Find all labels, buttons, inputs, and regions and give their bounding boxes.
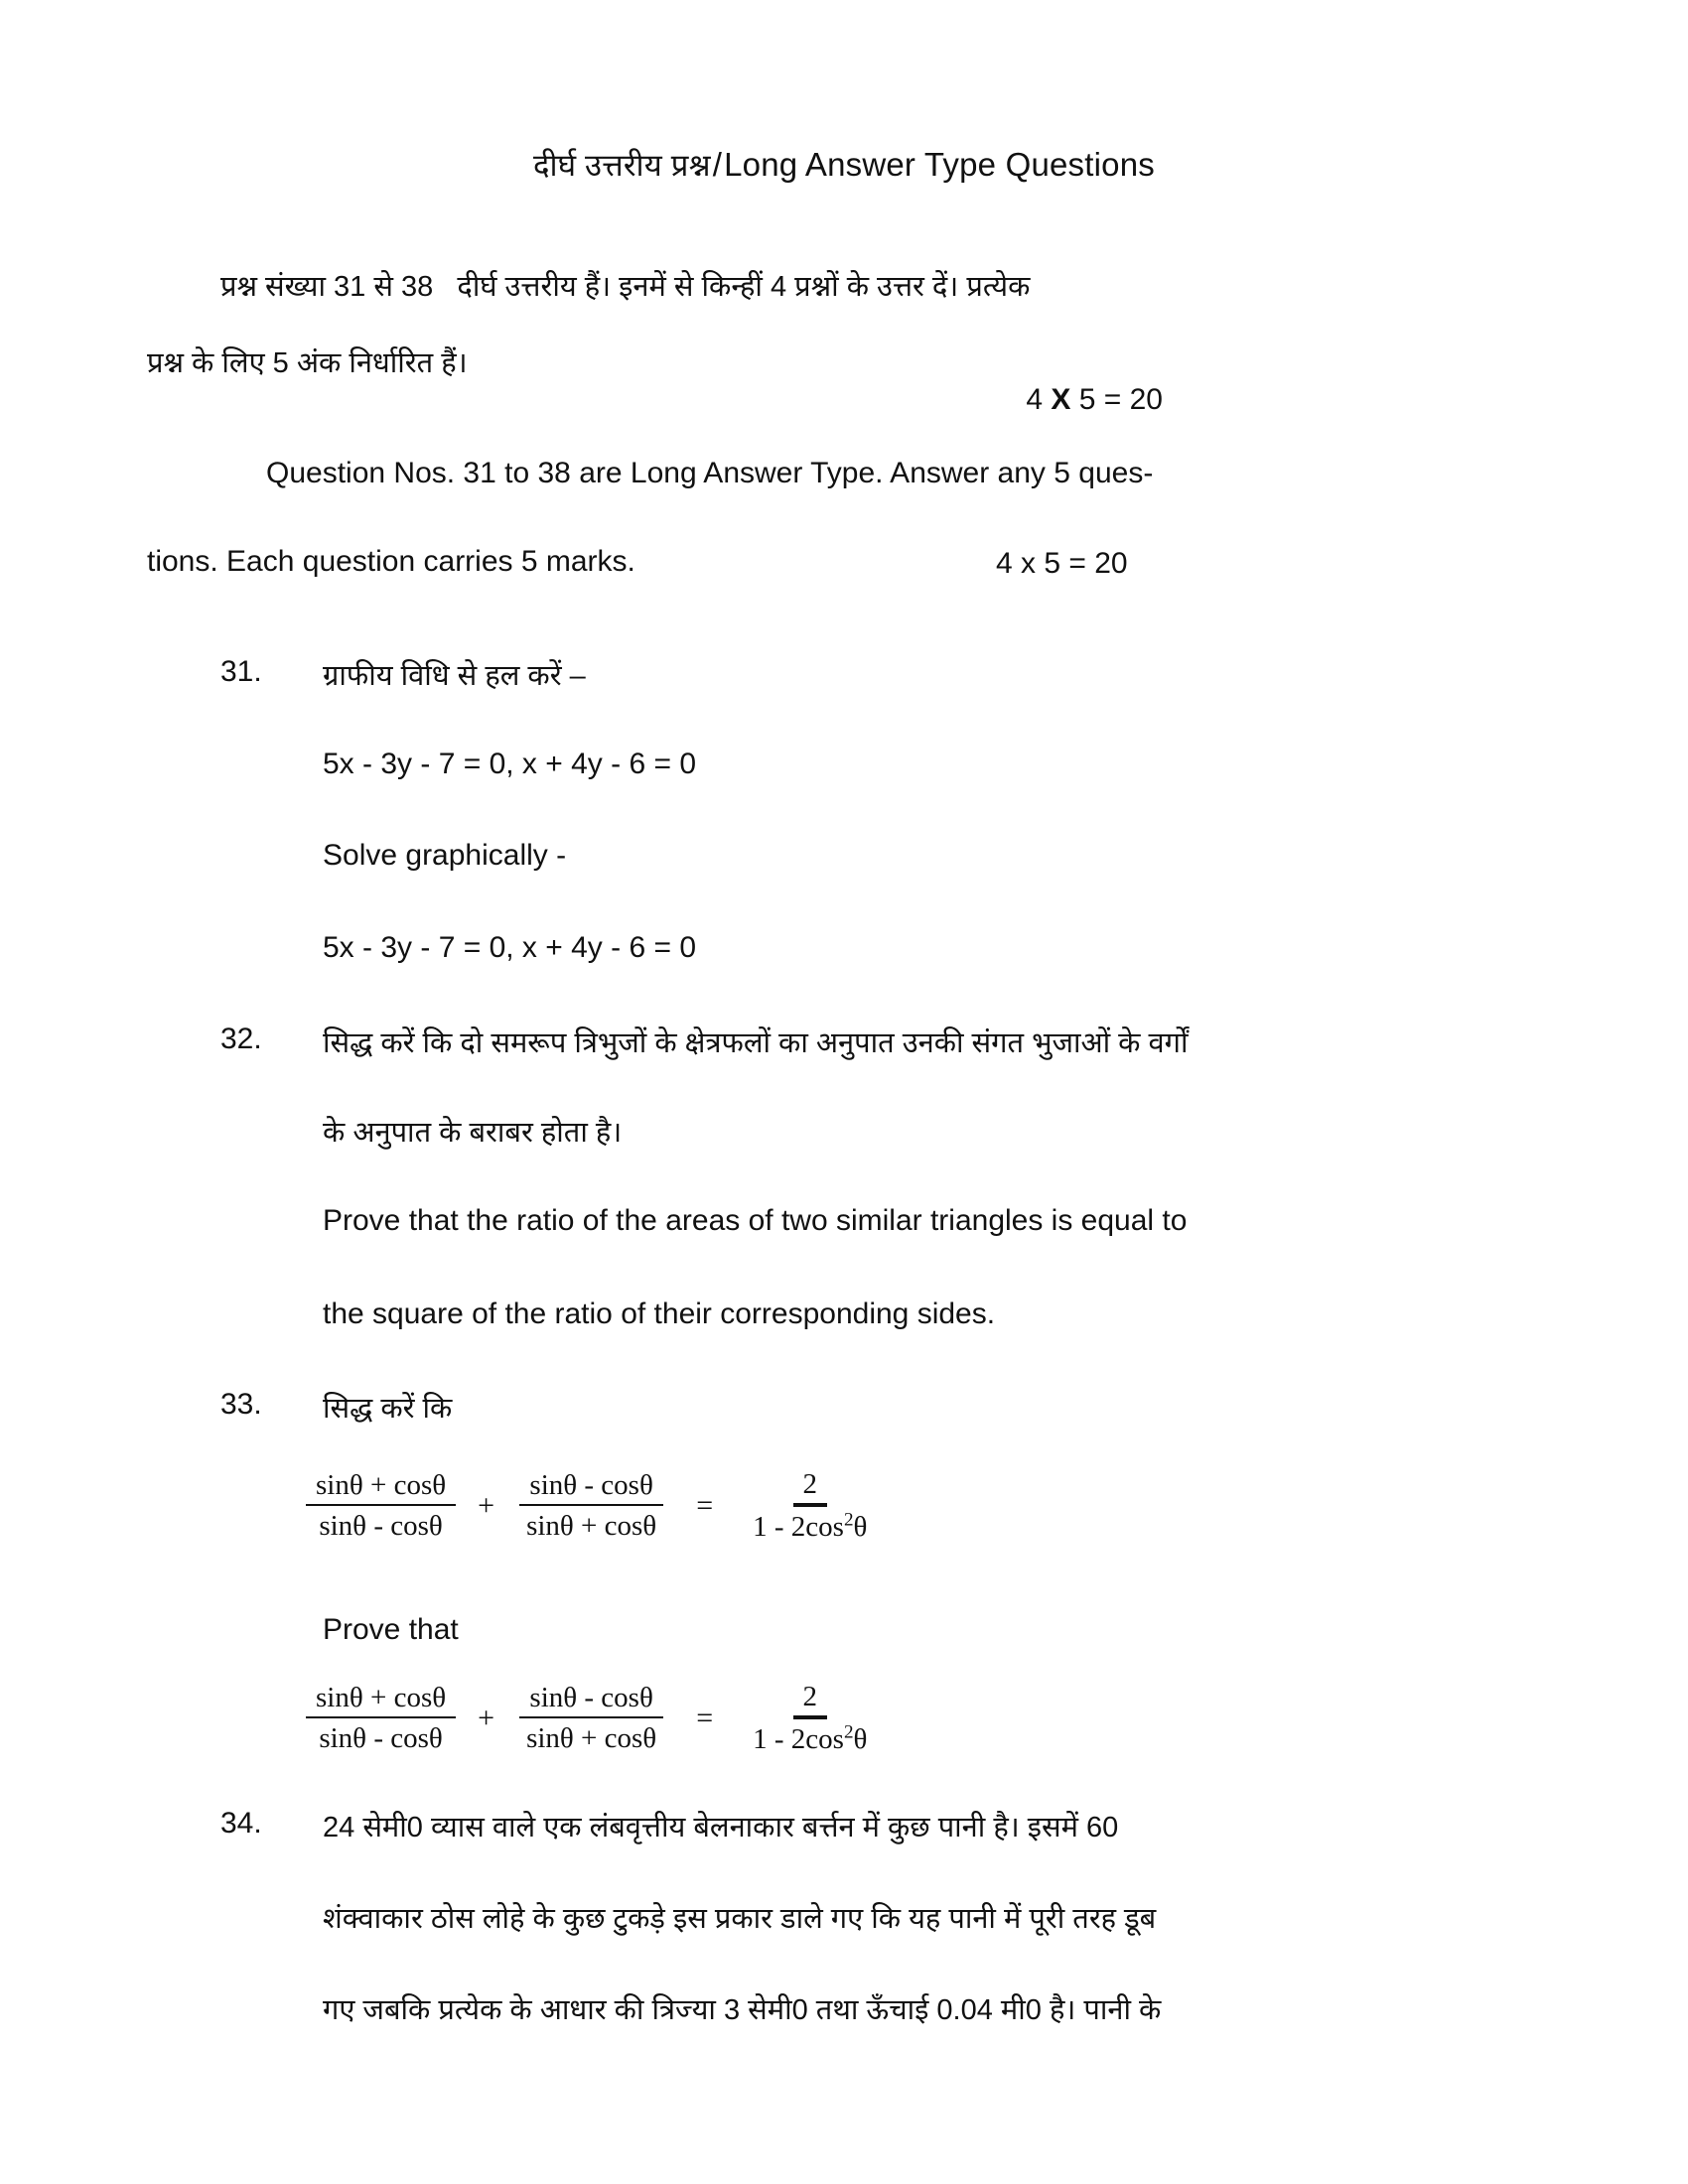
- identity-result-denominator-tail: θ: [853, 1723, 868, 1756]
- question-31-hindi-prompt: ग्राफीय विधि से हल करें –: [323, 660, 586, 692]
- instruction-hindi-line-2: प्रश्न के लिए 5 अंक निर्धारित हैं।: [147, 347, 468, 379]
- question-34-hindi-line-2: शंक्वाकार ठोस लोहे के कुछ टुकड़े इस प्रकार डाले गए कि यह पानी में पूरी तरह डूब: [323, 1903, 1157, 1935]
- identity-term-1-denominator: sinθ - cosθ: [319, 1722, 443, 1755]
- identity-term-1: [306, 1681, 456, 1755]
- identity-result-denominator-tail: θ: [853, 1511, 868, 1544]
- hindi-marks-note: [993, 349, 1163, 451]
- question-34-hindi-line-3: गए जबकि प्रत्येक के आधार की त्रिज्या 3 सेमी0 तथा ऊँचाई 0.04 मी0 है। पानी के: [323, 1994, 1162, 2026]
- hindi-marks-times-symbol: X: [1051, 383, 1071, 416]
- hindi-marks-suffix: 5 = 20: [1070, 383, 1163, 416]
- identity-equals-operator: =: [696, 1488, 714, 1522]
- identity-equals-operator: =: [696, 1701, 714, 1734]
- identity-term-2-numerator: sinθ - cosθ: [519, 1681, 662, 1718]
- identity-plus-operator: +: [478, 1488, 495, 1522]
- question-34-hindi-line-1: 24 सेमी0 व्यास वाले एक लंबवृत्तीय बेलनाकार बर्त्तन में कुछ पानी है। इसमें 60: [323, 1812, 1119, 1843]
- question-number-32: 32.: [220, 1023, 262, 1055]
- english-marks-note: 4 x 5 = 20: [996, 547, 1128, 580]
- identity-term-2-numerator: sinθ - cosθ: [519, 1468, 662, 1506]
- question-number-34: 34.: [220, 1807, 262, 1840]
- question-number-33: 33.: [220, 1388, 262, 1421]
- question-33-identity-hindi: [306, 1467, 877, 1544]
- question-32-hindi-line-1: सिद्ध करें कि दो समरूप त्रिभुजों के क्षेत्रफलों का अनुपात उनकी संगत भुजाओं के वर्गों: [323, 1027, 1189, 1059]
- instruction-english-line-2: tions. Each question carries 5 marks.: [147, 545, 635, 578]
- page-title: [0, 0, 1688, 183]
- identity-result: [743, 1467, 877, 1544]
- question-31-english-prompt: Solve graphically -: [323, 839, 567, 872]
- page-title-separator: /: [712, 146, 723, 183]
- identity-result-denominator-exponent: 2: [843, 1509, 854, 1531]
- question-31-hindi-equation: 5x - 3y - 7 = 0, x + 4y - 6 = 0: [323, 748, 697, 780]
- question-33-hindi-prompt: सिद्ध करें कि: [323, 1393, 453, 1425]
- identity-plus-operator: +: [478, 1701, 495, 1734]
- question-33-identity-english: [306, 1680, 877, 1756]
- question-32-hindi-line-2: के अनुपात के बराबर होता है।: [323, 1117, 623, 1149]
- question-31-english-equation: 5x - 3y - 7 = 0, x + 4y - 6 = 0: [323, 931, 697, 964]
- hindi-marks-prefix: 4: [1026, 383, 1052, 416]
- identity-result: [743, 1680, 877, 1756]
- identity-term-2-denominator: sinθ + cosθ: [526, 1722, 657, 1755]
- identity-term-1-numerator: sinθ + cosθ: [306, 1681, 456, 1718]
- instruction-english-line-1: Question Nos. 31 to 38 are Long Answer Type. Answer any 5 ques-: [266, 457, 1154, 489]
- question-32-english-line-2: the square of the ratio of their corresponding sides.: [323, 1297, 996, 1330]
- identity-result-denominator-base: 1 - 2cos: [753, 1511, 844, 1544]
- page-title-hindi: दीर्घ उत्तरीय प्रश्न: [533, 148, 711, 183]
- page-title-english: Long Answer Type Questions: [724, 146, 1155, 183]
- identity-term-1-numerator: sinθ + cosθ: [306, 1468, 456, 1506]
- identity-term-1-denominator: sinθ - cosθ: [319, 1510, 443, 1543]
- identity-term-2: [516, 1468, 666, 1543]
- identity-result-denominator: [743, 1507, 877, 1544]
- identity-result-denominator: [743, 1719, 877, 1756]
- question-32-english-line-1: Prove that the ratio of the areas of two similar triangles is equal to: [323, 1204, 1188, 1237]
- question-number-31: 31.: [220, 655, 262, 688]
- identity-term-1: [306, 1468, 456, 1543]
- identity-result-numerator: 2: [793, 1467, 828, 1507]
- question-33-english-prompt: Prove that: [323, 1613, 459, 1646]
- identity-term-2: [516, 1681, 666, 1755]
- identity-result-denominator-base: 1 - 2cos: [753, 1723, 844, 1756]
- identity-result-denominator-exponent: 2: [843, 1721, 854, 1743]
- identity-result-numerator: 2: [793, 1680, 828, 1719]
- instruction-hindi-line-1: प्रश्न संख्या 31 से 38 दीर्घ उत्तरीय हैं। इनमें से किन्हीं 4 प्रश्नों के उत्तर दें। प्रत्येक: [220, 271, 1031, 303]
- identity-term-2-denominator: sinθ + cosθ: [526, 1510, 657, 1543]
